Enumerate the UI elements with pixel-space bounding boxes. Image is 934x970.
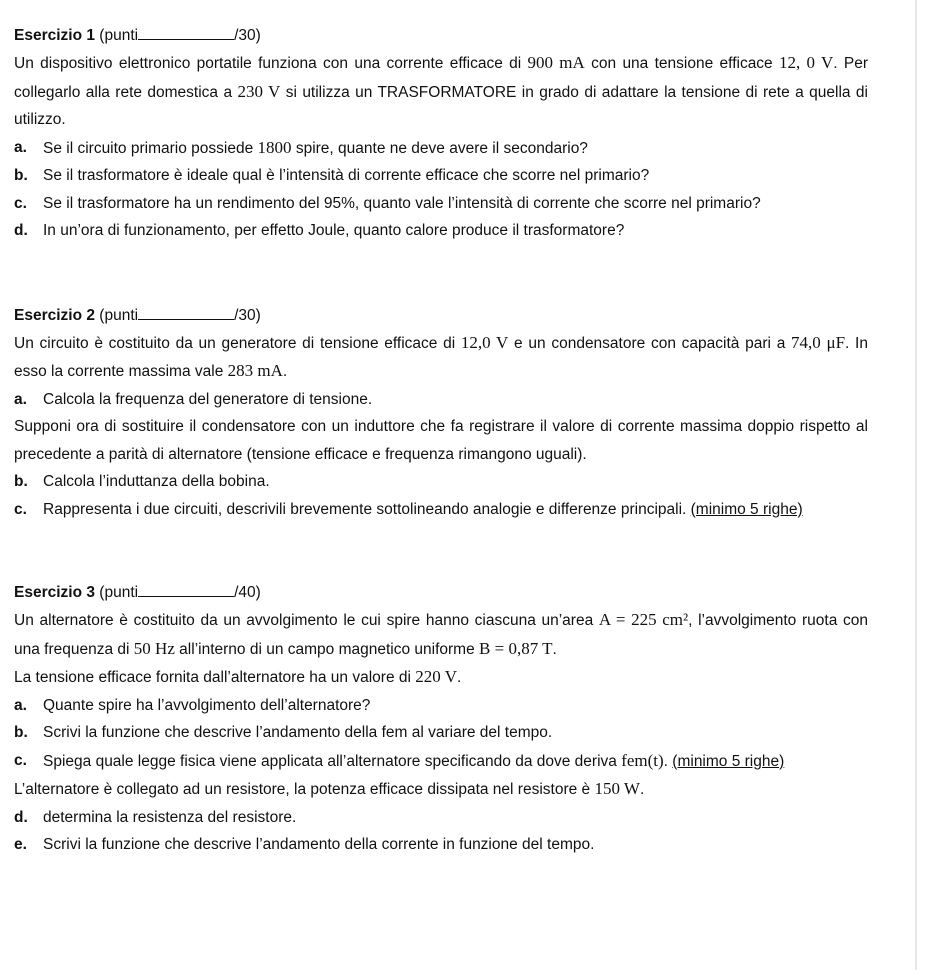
question-text: Calcola l’induttanza della bobina. [43,473,270,490]
exam-page [14,22,868,859]
page-edge-line [915,0,917,970]
question-label: c. [14,194,27,212]
current-value: 900 mA [527,53,585,72]
question-label: b. [14,167,28,184]
question-label: b. [14,473,28,490]
question-3d [14,804,868,832]
question-label: a. [14,390,27,408]
points-blank [138,305,234,320]
question-label: c. [14,500,27,518]
exercise-2-label: Esercizio 2 [14,306,95,324]
current-value: 283 mA [227,361,283,380]
voltage-value: 220 V [415,667,457,686]
question-1a: a. Se il circuito primario possiede 1800 spire, quante ne deve avere il secondario? [14,134,868,163]
min-lines-note: (minimo 5 righe) [690,500,803,518]
power-value: 150 W [594,779,640,798]
question-text: Scrivi la funzione che descrive l’andamento della corrente in funzione del tempo. [43,836,595,853]
capacitance-value: 74,0 μF [791,332,846,352]
question-label: c. [14,751,27,769]
question-3c: c. Spiega quale legge fisica viene applicata all’alternatore specificando da dove deriva fem(t). (minimo 5 righe) [14,747,868,776]
question-label: b. [14,724,28,741]
question-2c: c. Rappresenta i due circuiti, descrivili brevemente sottolineando analogie e differenze principali. (minimo 5 righe) [14,496,868,524]
frequency-value: 50 Hz [133,638,175,658]
field-value: B = 0,87 T [479,638,553,658]
exercise-3-intro: Un alternatore è costituito da un avvolgimento le cui spire hanno ciascuna un’area A = 225 cm², l’avvolgimento ruota con una frequenza di 50 Hz all’interno di un campo magnetico uniforme B = 0,87 T. [14,610,868,658]
question-1d [14,217,868,245]
exercise-3-middle-text: L’alternatore è collegato ad un resistore, la potenza efficace dissipata nel resistore è 150 W. [14,779,645,798]
question-label: e. [14,836,27,853]
min-lines-note: (minimo 5 righe) [672,752,785,770]
points-label: (punti [95,306,139,324]
points-max: /30) [234,27,261,44]
question-label: d. [14,222,28,239]
question-2a [14,386,868,414]
exercise-3 [14,579,868,859]
points-max: /40) [234,584,261,601]
question-label: a. [14,138,27,156]
question-text: Quante spire ha l’avvolgimento dell’alternatore? [43,696,371,714]
question-3b [14,719,868,747]
voltage-value: 12,0 V [460,332,509,352]
points-label: (punti [95,27,139,44]
question-1b [14,162,868,190]
exercise-3-label: Esercizio 3 [14,584,95,601]
question-label: d. [14,808,28,826]
exercise-3-voltage-line: La tensione efficace fornita dall’alternatore ha un valore di 220 V. [14,667,462,686]
exercise-2-intro: Un circuito è costituito da un generatore di tensione efficace di 12,0 V e un condensatore con capacità pari a 74,0 μF. In esso la corrente massima vale 283 mA. [14,332,868,380]
question-text: Scrivi la funzione che descrive l’andamento della fem al variare del tempo. [43,724,553,741]
area-value: A = 225 cm² [598,610,689,629]
exercise-1-label: Esercizio 1 [14,27,95,44]
exercise-2-title [14,302,868,329]
voltage-value: 12, 0 V [779,53,834,72]
exercise-3-title [14,579,868,606]
points-label: (punti [95,584,139,601]
exercise-1 [14,22,868,245]
question-text: Se il trasformatore è ideale qual è l’intensità di corrente efficace che scorre nel primario? [43,167,650,184]
question-3a [14,692,868,720]
mains-value: 230 V [237,81,281,101]
points-blank [138,25,234,40]
question-text: Calcola la frequenza del generatore di tensione. [43,390,373,408]
exercise-1-intro: Un dispositivo elettronico portatile funziona con una corrente efficace di 900 mA con una tensione efficace 12, 0 V. Per collegarlo alla rete domestica a 230 V si utilizza un TRASFORMATORE in grado di adattare la tensione di rete a quella di utilizzo. [14,53,868,128]
question-label: a. [14,696,27,714]
points-max: /30) [234,306,261,324]
question-text: In un’ora di funzionamento, per effetto Joule, quanto calore produce il trasformatore? [43,222,625,239]
exercise-2-middle-text: Supponi ora di sostituire il condensatore con un induttore che fa registrare il valore di corrente massima doppio rispetto al precedente a parità di alternatore (tensione efficace e frequenza rimangono uguali). [14,418,868,463]
fem-symbol: fem(t) [621,750,664,770]
points-blank [138,582,234,597]
question-3e [14,831,868,859]
turns-value: 1800 [257,137,292,157]
question-text: Se il trasformatore ha un rendimento del 95%, quanto vale l’intensità di corrente che scorre nel primario? [43,194,761,212]
question-1c [14,190,868,218]
exercise-1-title [14,22,868,49]
question-text: determina la resistenza del resistore. [43,808,297,826]
question-2b [14,468,868,496]
exercise-2 [14,302,868,524]
